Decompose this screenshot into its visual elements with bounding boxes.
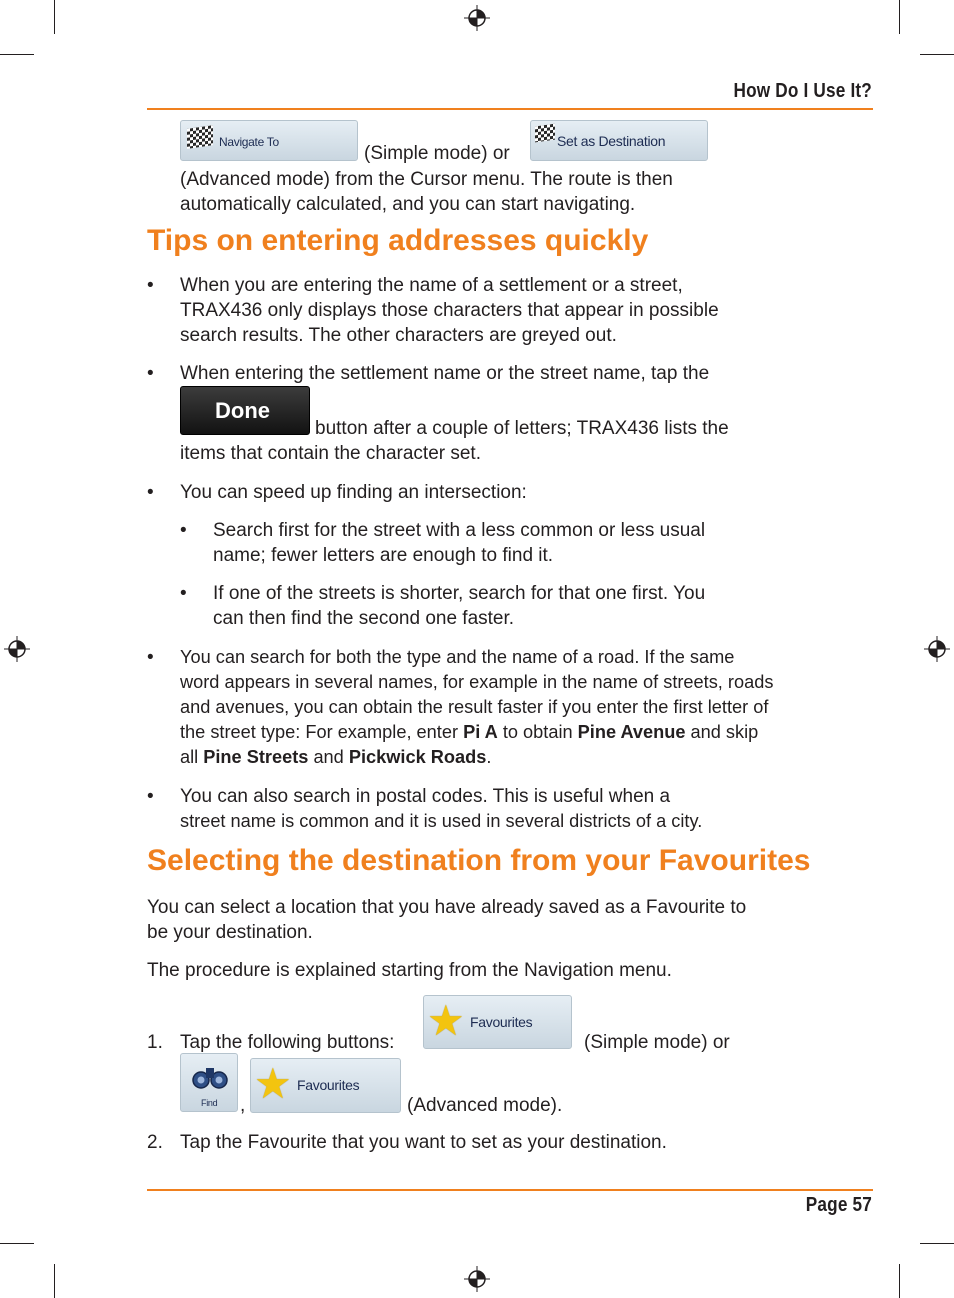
crop-mark: [54, 0, 55, 34]
done-label: Done: [215, 398, 270, 423]
favourites-button[interactable]: [250, 1058, 401, 1113]
sub-bullet: •: [180, 520, 187, 541]
crop-mark: [920, 54, 954, 55]
set-as-destination-label: Set as Destination: [557, 133, 666, 149]
navigate-to-label: Navigate To: [219, 135, 279, 149]
section-heading: Selecting the destination from your Favourites: [147, 844, 811, 877]
step-text: (Simple mode) or: [584, 1032, 730, 1053]
paragraph: be your destination.: [147, 922, 313, 943]
favourites-button[interactable]: [423, 995, 572, 1049]
bullet-text: all Pine Streets and Pickwick Roads.: [180, 747, 492, 767]
bullet-text: street name is common and it is used in several districts of a city.: [180, 811, 703, 831]
bullet: •: [147, 786, 154, 807]
sub-bullet-text: name; fewer letters are enough to find it.: [213, 545, 554, 566]
sub-bullet-text: Search first for the street with a less common or less usual: [213, 520, 706, 541]
bullet-text: items that contain the character set.: [180, 443, 481, 464]
favourites-label: Favourites: [297, 1077, 360, 1093]
favourites-label: Favourites: [470, 1014, 533, 1030]
running-header: How Do I Use It?: [733, 80, 872, 102]
registration-mark-icon: [924, 636, 950, 662]
bullet: •: [147, 275, 154, 296]
step-text: Tap the Favourite that you want to set as your destination.: [180, 1132, 667, 1153]
set-as-destination-button[interactable]: [530, 120, 708, 161]
star-icon: ★: [427, 997, 465, 1044]
bullet-text: and avenues, you can obtain the result faster if you enter the first letter of: [180, 697, 769, 717]
checkered-flag-icon: [187, 125, 213, 149]
bullet-text: When you are entering the name of a settlement or a street,: [180, 275, 683, 296]
navigate-to-button[interactable]: [180, 120, 358, 161]
bullet-text: TRAX436 only displays those characters that appear in possible: [180, 300, 719, 321]
crop-mark: [920, 1243, 954, 1244]
bullet-text: word appears in several names, for example in the name of streets, roads: [180, 672, 774, 692]
page-number: Page 57: [805, 1194, 872, 1216]
sub-bullet-text: If one of the streets is shorter, search for that one first. You: [213, 583, 706, 604]
intro-line: (Advanced mode) from the Cursor menu. The route is then: [180, 169, 673, 190]
step-text: (Advanced mode).: [407, 1095, 563, 1116]
intro-line: automatically calculated, and you can start navigating.: [180, 194, 636, 215]
bullet-text: You can also search in postal codes. This is useful when a: [180, 786, 671, 807]
bullet: •: [147, 363, 154, 384]
footer-rule: [147, 1189, 873, 1191]
intro-simple-mode: (Simple mode) or: [364, 143, 510, 164]
registration-mark-icon: [4, 636, 30, 662]
step-text: Tap the following buttons:: [180, 1032, 395, 1053]
crop-mark: [0, 1243, 34, 1244]
bullet-text: search results. The other characters are greyed out.: [180, 325, 617, 346]
bullet-text: button after a couple of letters; TRAX436 lists the: [315, 418, 729, 439]
sub-bullet: •: [180, 583, 187, 604]
binoculars-icon: [191, 1062, 229, 1092]
paragraph: The procedure is explained starting from the Navigation menu.: [147, 960, 672, 981]
step-number: 1.: [147, 1032, 163, 1053]
bullet: •: [147, 482, 154, 503]
paragraph: You can select a location that you have already saved as a Favourite to: [147, 897, 747, 918]
bullet-text: You can search for both the type and the name of a road. If the same: [180, 647, 735, 667]
registration-mark-icon: [464, 5, 490, 31]
crop-mark: [54, 1264, 55, 1298]
checkered-flag-icon: [535, 124, 555, 143]
bullet: •: [147, 647, 154, 668]
crop-mark: [899, 1264, 900, 1298]
find-button[interactable]: [180, 1053, 238, 1112]
separator-comma: ,: [240, 1095, 246, 1116]
section-heading: Tips on entering addresses quickly: [147, 224, 649, 257]
bullet-text: You can speed up finding an intersection:: [180, 482, 527, 503]
bullet-text: When entering the settlement name or the street name, tap the: [180, 363, 710, 384]
sub-bullet-text: can then find the second one faster.: [213, 608, 515, 629]
bullet-text: the street type: For example, enter Pi A to obtain Pine Avenue and skip: [180, 722, 759, 742]
registration-mark-icon: [464, 1266, 490, 1292]
find-label: Find: [201, 1098, 218, 1108]
crop-mark: [0, 54, 34, 55]
step-number: 2.: [147, 1132, 163, 1153]
done-button[interactable]: [180, 386, 310, 435]
crop-mark: [899, 0, 900, 34]
star-icon: ★: [254, 1060, 292, 1107]
header-rule: [147, 108, 873, 110]
